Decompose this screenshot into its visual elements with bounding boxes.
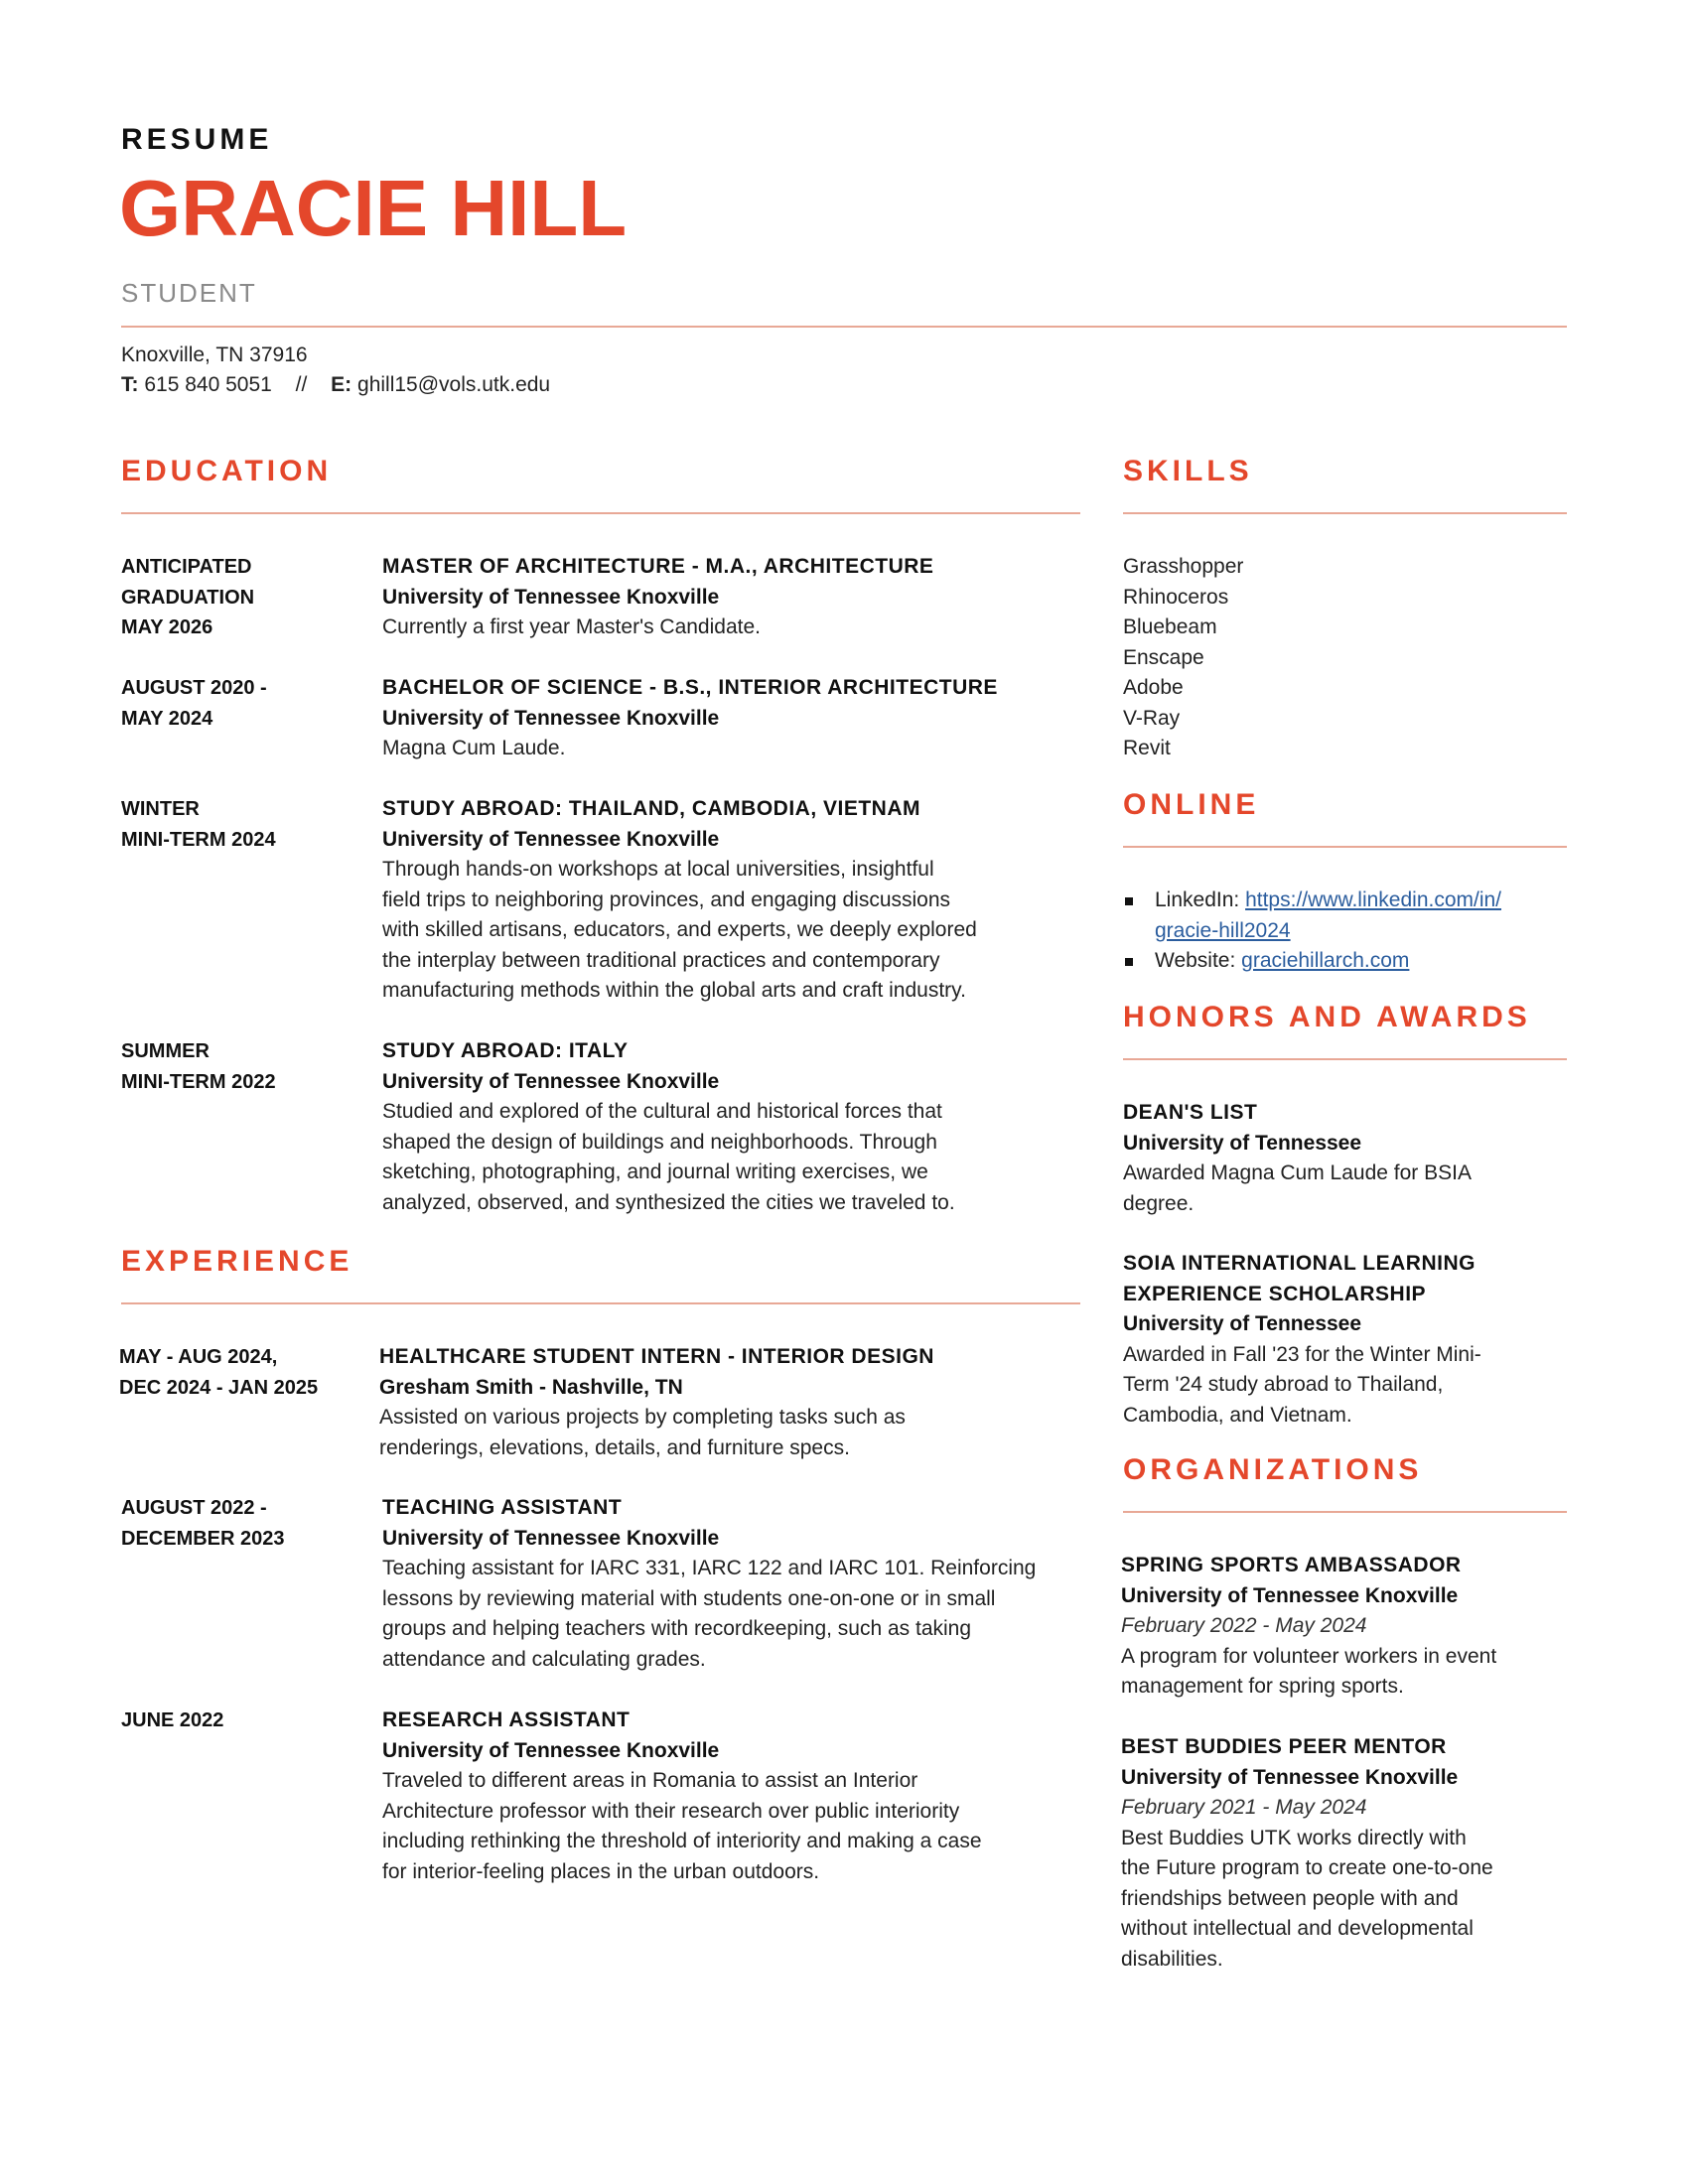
entry-desc: Awarded in Fall '23 for the Winter Mini- Term '24 study abroad to Thailand, Cambodia, and Vietnam. [1123, 1342, 1481, 1427]
entry-title: STUDY ABROAD: THAILAND, CAMBODIA, VIETNAM [382, 797, 920, 820]
entry-desc: Assisted on various projects by completing tasks such as renderings, elevations, details, and furniture specs. [379, 1406, 906, 1459]
entry-title: HEALTHCARE STUDENT INTERN - INTERIOR DESIGN [379, 1345, 934, 1368]
skill-item: Rhinoceros [1123, 585, 1229, 609]
entry-org: University of Tennessee [1123, 1131, 1362, 1155]
experience-entry-1 [382, 1493, 1087, 1675]
entry-org: University of Tennessee Knoxville [382, 585, 720, 609]
skills-divider [1123, 512, 1567, 514]
entry-period: February 2022 - May 2024 [1121, 1614, 1367, 1637]
organizations-heading: ORGANIZATIONS [1123, 1453, 1423, 1486]
entry-title: TEACHING ASSISTANT [382, 1496, 623, 1519]
education-divider [121, 512, 1080, 514]
education-date-3: SUMMER MINI-TERM 2022 [121, 1040, 276, 1093]
entry-org: University of Tennessee Knoxville [382, 1526, 720, 1550]
entry-title: DEAN'S LIST [1123, 1101, 1258, 1124]
entry-org: University of Tennessee Knoxville [1121, 1765, 1459, 1789]
bullet-icon [1125, 958, 1133, 966]
education-date-1: AUGUST 2020 - MAY 2024 [121, 677, 267, 730]
phone-label: T: [121, 373, 139, 396]
experience-date-0: MAY - AUG 2024, DEC 2024 - JAN 2025 [119, 1346, 319, 1399]
education-entry-1 [382, 673, 1077, 764]
organization-entry-1 [1121, 1732, 1578, 1975]
entry-org: University of Tennessee Knoxville [1121, 1583, 1459, 1607]
entry-org: University of Tennessee Knoxville [382, 706, 720, 730]
candidate-role: STUDENT [121, 278, 257, 308]
bullet-icon [1125, 897, 1133, 905]
education-heading: EDUCATION [121, 455, 333, 487]
resume-label: RESUME [121, 123, 273, 156]
entry-org: University of Tennessee Knoxville [382, 1069, 720, 1093]
education-entry-2 [382, 794, 1077, 1007]
entry-title: BACHELOR OF SCIENCE - B.S., INTERIOR ARCHITECTURE [382, 676, 998, 699]
contact-separator: // [295, 373, 308, 396]
skill-item: Revit [1123, 737, 1171, 759]
entry-desc: Awarded Magna Cum Laude for BSIA degree. [1123, 1161, 1472, 1215]
website-label: Website: [1155, 949, 1236, 972]
entry-title: BEST BUDDIES PEER MENTOR [1121, 1735, 1447, 1758]
organizations-divider [1123, 1511, 1567, 1513]
header-divider [121, 326, 1567, 328]
entry-org: University of Tennessee Knoxville [382, 827, 720, 851]
skill-item: V-Ray [1123, 706, 1181, 730]
skills-list [1123, 552, 1243, 764]
experience-entry-0 [379, 1342, 1084, 1463]
entry-title: STUDY ABROAD: ITALY [382, 1039, 629, 1062]
entry-title: SPRING SPORTS AMBASSADOR [1121, 1554, 1462, 1576]
online-heading: ONLINE [1123, 788, 1260, 821]
online-list [1123, 886, 1570, 977]
contact-address: Knoxville, TN 37916 [121, 343, 308, 366]
honor-entry-1 [1123, 1249, 1570, 1431]
online-divider [1123, 846, 1567, 848]
entry-org: University of Tennessee [1123, 1312, 1362, 1335]
entry-desc: Traveled to different areas in Romania to assist an Interior Architecture professor with their research over public interiority including rethinking the threshold of interiority and making a case for interior-feeling places in the urban outdoors. [382, 1769, 982, 1883]
skill-item: Bluebeam [1123, 615, 1217, 638]
entry-title: MASTER OF ARCHITECTURE - M.A., ARCHITECTURE [382, 555, 934, 578]
website-item [1123, 946, 1570, 977]
skill-item: Grasshopper [1123, 555, 1244, 578]
linkedin-link[interactable]: https://www.linkedin.com/in/ gracie-hill2024 [1155, 888, 1502, 942]
entry-desc: Currently a first year Master's Candidate. [382, 615, 761, 638]
linkedin-label: LinkedIn: [1155, 888, 1240, 911]
skill-item: Adobe [1123, 676, 1184, 699]
entry-desc: A program for volunteer workers in event management for spring sports. [1121, 1644, 1497, 1698]
entry-desc: Magna Cum Laude. [382, 737, 566, 759]
honors-heading: HONORS AND AWARDS [1123, 1001, 1531, 1033]
experience-entry-2 [382, 1706, 1087, 1887]
entry-period: February 2021 - May 2024 [1121, 1796, 1367, 1819]
entry-org: University of Tennessee Knoxville [382, 1738, 720, 1762]
entry-desc: Best Buddies UTK works directly with the Future program to create one-to-one friendships between people with and without intellectual and developmental disabilities. [1121, 1826, 1493, 1971]
phone-number: 615 840 5051 [144, 373, 272, 396]
skills-heading: SKILLS [1123, 455, 1253, 487]
linkedin-item [1123, 886, 1570, 946]
website-link[interactable]: graciehillarch.com [1241, 949, 1410, 972]
education-date-0: ANTICIPATED GRADUATION MAY 2026 [121, 556, 255, 638]
honors-divider [1123, 1058, 1567, 1060]
organization-entry-0 [1121, 1551, 1578, 1703]
experience-date-1: AUGUST 2022 - DECEMBER 2023 [121, 1497, 285, 1550]
email-label: E: [331, 373, 352, 396]
entry-title: RESEARCH ASSISTANT [382, 1708, 631, 1731]
skill-item: Enscape [1123, 645, 1204, 669]
experience-divider [121, 1302, 1080, 1304]
education-entry-0 [382, 552, 1077, 643]
entry-desc: Through hands-on workshops at local universities, insightful field trips to neighboring provinces, and engaging discussions with skilled artisans, educators, and experts, we deeply explored the interplay between traditional practices and contemporary manufacturing methods within the global arts and craft industry. [382, 858, 977, 1002]
education-entry-3 [382, 1036, 1077, 1218]
entry-org: Gresham Smith - Nashville, TN [379, 1375, 683, 1399]
entry-desc: Studied and explored of the cultural and historical forces that shaped the design of buildings and neighborhoods. Through sketching, photographing, and journal writing exercises, we analyzed, observed, and synthesized the cities we traveled to. [382, 1100, 955, 1214]
experience-date-2: JUNE 2022 [121, 1709, 224, 1731]
education-date-2: WINTER MINI-TERM 2024 [121, 798, 276, 851]
entry-desc: Teaching assistant for IARC 331, IARC 122 and IARC 101. Reinforcing lessons by reviewing material with students one-on-one or in small groups and helping teachers with recordkeeping, such as taking attendance and calculating grades. [382, 1557, 1037, 1671]
candidate-name: GRACIE HILL [119, 164, 628, 252]
honor-entry-0 [1123, 1098, 1570, 1219]
email-address: ghill15@vols.utk.edu [357, 373, 551, 396]
entry-title: SOIA INTERNATIONAL LEARNING EXPERIENCE SCHOLARSHIP [1123, 1252, 1476, 1305]
experience-heading: EXPERIENCE [121, 1245, 353, 1278]
contact-line [121, 373, 550, 397]
